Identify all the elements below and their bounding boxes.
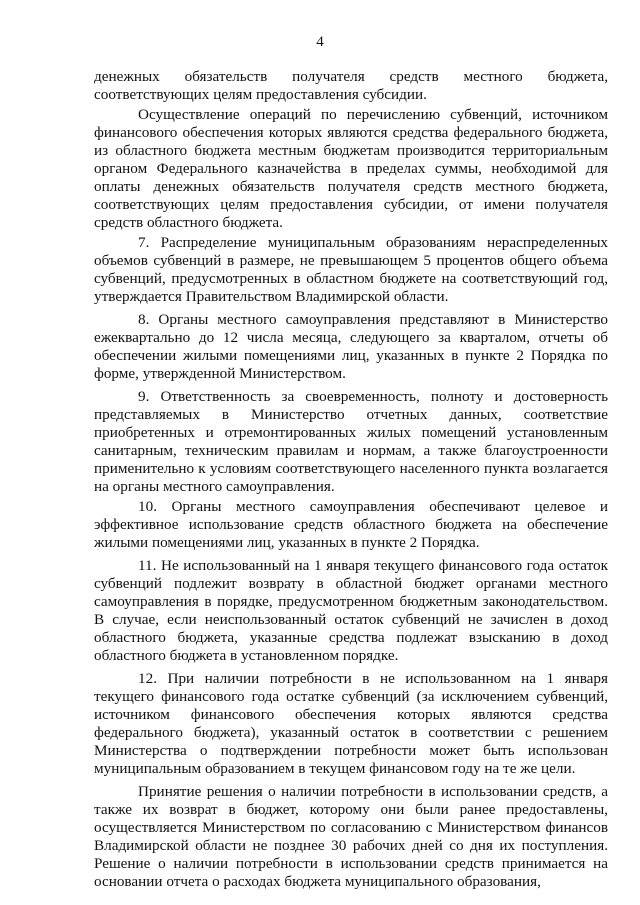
paragraph-continuation: денежных обязательств получателя средств местного бюджета, соответствующих целям предоставления субсидии.	[94, 68, 608, 103]
paragraph-item-9: 9. Ответственность за своевременность, полноту и достоверность представляемых в Министерство отчетных данных, соответствие приобретенных и отремонтированных жилых помещений установленным санитарным, техническим правилам и нормам, а также благоустроенности применительно к условиям соответствующего населенного пункта возлагается на органы местного самоуправления.	[94, 388, 608, 495]
paragraph-item-12: 12. При наличии потребности в не использованном на 1 января текущего финансового года остатке субвенций (за исключением субвенций, источником финансового обеспечения которых являются средства федерального бюджета), указанный остаток в соответствии с решением Министерства о подтверждении потребности может быть использован муниципальным образованием в текущем финансовом году на те же цели.	[94, 670, 608, 777]
paragraph-item-11: 11. Не использованный на 1 января текущего финансового года остаток субвенций подлежит возврату в областной бюджет органами местного самоуправления в порядке, предусмотренном бюджетным законодательством. В случае, если неиспользованный остаток субвенций не зачислен в доход областного бюджета, указанные средства подлежат взысканию в доход областного бюджета в установленном порядке.	[94, 557, 608, 664]
paragraph-item-7: 7. Распределение муниципальным образованиям нераспределенных объемов субвенций в размере, не превышающем 5 процентов общего объема субвенций, предусмотренных в областном бюджете на соответствующий год, утверждается Правительством Владимирской области.	[94, 234, 608, 305]
paragraph-decision: Принятие решения о наличии потребности в использовании средств, а также их возврат в бюджет, которому они были ранее предоставлены, осуществляется Министерством по согласованию с Министерством финансов Владимирской области не позднее 30 рабочих дней со дня их поступления. Решение о наличии потребности в использовании средств принимается на основании отчета о расходах бюджета муниципального образования,	[94, 783, 608, 890]
paragraph-subvention-operations: Осуществление операций по перечислению субвенций, источником финансового обеспечения которых являются средства федерального бюджета, из областного бюджета местным бюджетам производится территориальным органом Федерального казначейства в пределах суммы, необходимой для оплаты денежных обязательств получателя средств местного бюджета, соответствующих целям предоставления субсидии, от имени получателя средств областного бюджета.	[94, 106, 608, 231]
paragraph-item-10: 10. Органы местного самоуправления обеспечивают целевое и эффективное использование средств областного бюджета на обеспечение жилыми помещениями лиц, указанных в пункте 2 Порядка.	[94, 498, 608, 551]
page-number: 4	[316, 34, 324, 50]
paragraph-item-8: 8. Органы местного самоуправления представляют в Министерство ежеквартально до 12 числа месяца, следующего за кварталом, отчеты об обеспечении жилыми помещениями лиц, указанных в пункте 2 Порядка по форме, утвержденной Министерством.	[94, 311, 608, 382]
document-body	[94, 68, 608, 891]
